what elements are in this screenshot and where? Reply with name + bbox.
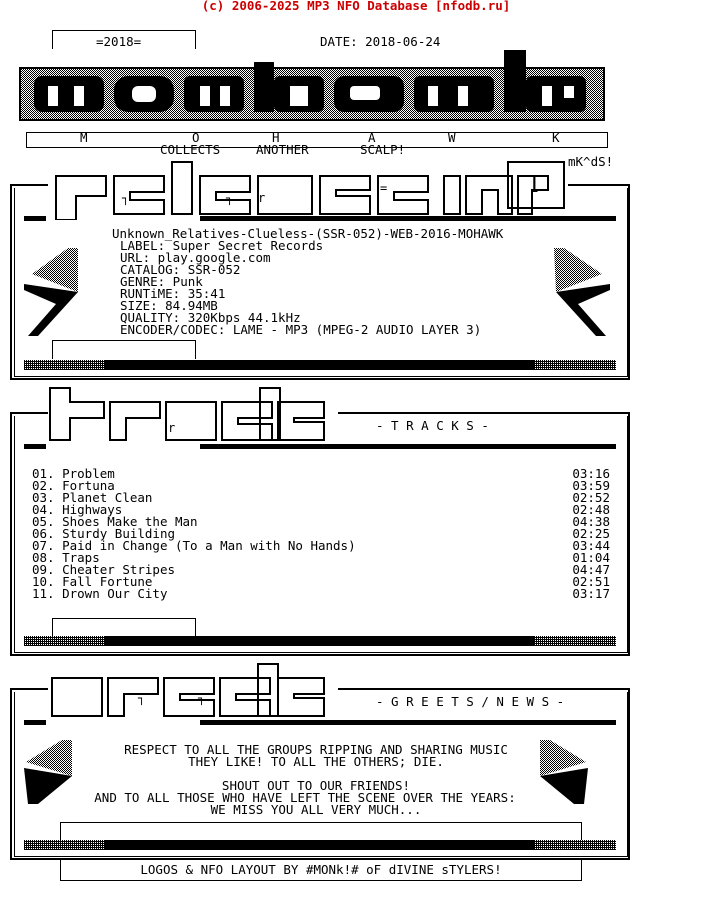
tracks-heading: - T R A C K S -: [376, 418, 489, 433]
slogan-1: COLLECTS: [160, 142, 221, 157]
letter-h: H: [272, 130, 280, 145]
track-row: 03. Planet Clean 02:52: [32, 490, 610, 505]
release-bottom-bar: [104, 360, 534, 370]
release-date: DATE: 2018-06-24: [320, 34, 441, 49]
greets-line-3: SHOUT OUT TO OUR FRIENDS!: [221, 778, 411, 793]
tracks-bottom-dither-left: [24, 636, 104, 646]
release-quality: QUALITY: 320Kbps 44.1kHz: [120, 310, 301, 325]
greets-bottom-dither-right: [534, 840, 616, 850]
svg-text:I: I: [530, 173, 539, 198]
release-size: SIZE: 84.94MB: [120, 298, 218, 313]
greets-bottom-dither-left: [24, 840, 104, 850]
release-genre: GENRE: Punk: [120, 274, 203, 289]
svg-text:┐: ┐: [138, 691, 146, 705]
greets-line-2: THEY LIKE! TO ALL THE OTHERS; DIE.: [188, 754, 444, 769]
right-arrow-decor: [544, 244, 610, 344]
svg-text:┐: ┐: [122, 191, 130, 205]
track-list: [32, 468, 610, 600]
mohawk-letter-strip: [26, 132, 608, 148]
release-info-logo: [48, 160, 568, 220]
track-row: 07. Paid in Change (To a Man with No Hands) 03:44: [32, 538, 610, 553]
track-row: 08. Traps 01:04: [32, 550, 610, 565]
mohawk-logo: [14, 46, 610, 130]
tracks-bottom-bar: [104, 636, 534, 646]
greets-logo: [48, 662, 338, 722]
svg-text:┐: ┐: [198, 691, 206, 705]
tracks-divider-left: [24, 444, 46, 449]
greets-bottom-bar: [104, 840, 534, 850]
track-row: 09. Cheater Stripes 04:47: [32, 562, 610, 577]
track-row: 01. Problem 03:16: [32, 466, 610, 481]
greets-line-4: AND TO ALL THOSE WHO HAVE LEFT THE SCENE OVER THE YEARS:: [94, 790, 516, 805]
letter-k: K: [552, 130, 560, 145]
greets-divider-right: [200, 720, 616, 725]
letter-o: O: [192, 130, 200, 145]
letter-a: A: [368, 130, 376, 145]
track-row: 10. Fall Fortune 02:51: [32, 574, 610, 589]
svg-text:r: r: [258, 191, 266, 205]
slogan-2: ANOTHER: [256, 142, 309, 157]
track-row: 06. Sturdy Building 02:25: [32, 526, 610, 541]
year-tag: =2018=: [96, 34, 142, 49]
greets-bottom-tab: [60, 822, 582, 841]
divider-left: [24, 216, 46, 221]
svg-text:┐: ┐: [226, 191, 234, 205]
letter-w: W: [448, 130, 456, 145]
release-catalog: CATALOG: SSR-052: [120, 262, 241, 277]
greets-divider-left: [24, 720, 46, 725]
release-bottom-dither-right: [534, 360, 616, 370]
tracks-logo: [48, 386, 338, 446]
letter-m: M: [80, 130, 88, 145]
tracks-bottom-tab: [52, 618, 196, 637]
footer-credit: LOGOS & NFO LAYOUT BY #MONk!# oF dIVINE sTYLERS!: [140, 862, 502, 877]
track-row: 02. Fortuna 03:59: [32, 478, 610, 493]
divider-right: [200, 216, 616, 221]
release-url[interactable]: URL: play.google.com: [120, 250, 271, 265]
release-label: LABEL: Super Secret Records: [120, 238, 324, 253]
greets-line-5: WE MISS YOU ALL VERY MUCH...: [210, 802, 422, 817]
track-row: 11. Drown Our City 03:17: [32, 586, 610, 601]
slogan-3: SCALP!: [360, 142, 406, 157]
tracks-bottom-dither-right: [534, 636, 616, 646]
release-runtime: RUNTiME: 35:41: [120, 286, 226, 301]
release-bottom-tab: [52, 340, 196, 359]
site-header-link[interactable]: (c) 2006-2025 MP3 NFO Database [nfodb.ru]: [201, 0, 511, 13]
release-encoder: ENCODER/CODEC: LAME - MP3 (MPEG-2 AUDIO LAYER 3): [120, 322, 482, 337]
greets-line-1: RESPECT TO ALL THE GROUPS RIPPING AND SHARING MUSIC: [124, 742, 508, 757]
left-arrow-decor: [24, 244, 90, 344]
release-name: Unknown_Relatives-Clueless-(SSR-052)-WEB-2016-MOHAWK: [112, 226, 504, 241]
tracks-divider-right: [200, 444, 616, 449]
svg-text:=: =: [380, 181, 388, 195]
signature: mK^dS!: [568, 154, 614, 169]
track-row: 05. Shoes Make the Man 04:38: [32, 514, 610, 529]
release-bottom-dither-left: [24, 360, 104, 370]
greets-heading: - G R E E T S / N E W S -: [376, 694, 565, 709]
svg-text:r: r: [168, 421, 176, 435]
track-row: 04. Highways 02:48: [32, 502, 610, 517]
